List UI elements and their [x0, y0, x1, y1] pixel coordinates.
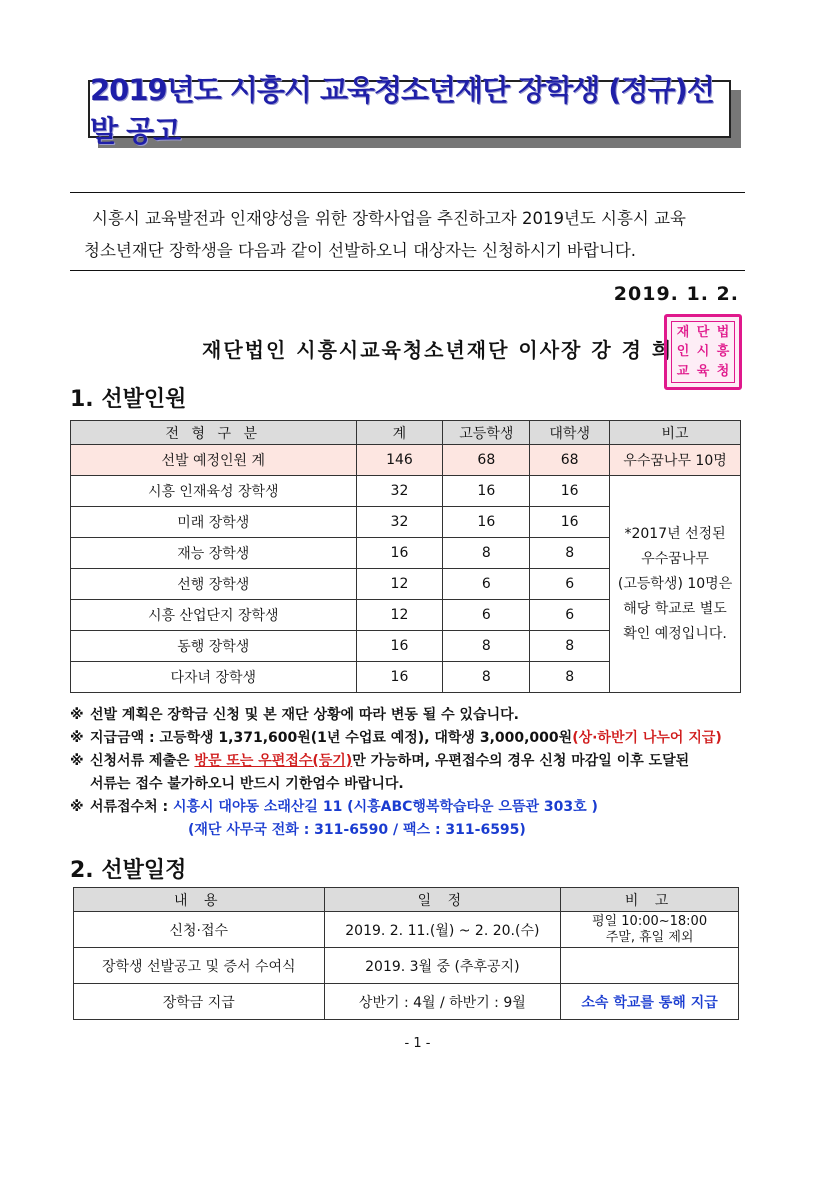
row-univ: 8	[530, 631, 610, 662]
row-univ: 8	[530, 662, 610, 693]
remark-line: *2017년 선정된	[624, 525, 726, 542]
row-univ: 16	[530, 476, 610, 507]
note-text: 서류는 접수 불가하오니 반드시 기한엄수 바랍니다.	[90, 776, 404, 792]
row-high: 6	[443, 569, 530, 600]
row-total: 16	[356, 631, 443, 662]
page-title: 2019년도 시흥시 교육청소년재단 장학생 (정규)선발 공고	[88, 80, 731, 138]
row-total: 16	[356, 662, 443, 693]
intro-paragraph	[84, 203, 744, 267]
table-row	[71, 476, 741, 507]
note-item	[70, 704, 770, 727]
note-item	[70, 750, 770, 773]
row-remark: 우수꿈나무 10명	[610, 445, 741, 476]
note-symbol: ※	[70, 799, 84, 815]
note-symbol: ※	[70, 753, 84, 769]
remark-line: 해당 학교로 별도	[623, 600, 727, 617]
note-highlight: (상·하반기 나누어 지급)	[572, 730, 722, 746]
header-high: 고등학생	[443, 421, 530, 445]
seal-char: 법	[716, 325, 730, 341]
remark-line: (고등학생) 10명은	[617, 575, 733, 592]
section-1-heading: 1. 선발인원	[70, 387, 187, 412]
note-item-continued	[70, 773, 770, 796]
row-name: 다자녀 장학생	[71, 662, 357, 693]
seal-char: 교	[676, 363, 690, 379]
row-name: 시흥 인재육성 장학생	[71, 476, 357, 507]
note-text: 만 가능하며, 우편접수의 경우 신청 마감일 이후 도달된	[352, 753, 690, 769]
row-high: 8	[443, 662, 530, 693]
row-high: 6	[443, 600, 530, 631]
intro-bottom-rule	[70, 270, 745, 271]
note-text: 서류접수처 :	[90, 799, 173, 815]
remark-note	[610, 476, 741, 693]
foundation-chair: 재단법인 시흥시교육청소년재단 이사장 강 경 희	[202, 338, 674, 362]
row-high: 8	[443, 631, 530, 662]
row-univ: 6	[530, 569, 610, 600]
title-banner	[88, 73, 743, 150]
row-univ: 6	[530, 600, 610, 631]
row-schedule: 상반기 : 4월 / 하반기 : 9월	[324, 984, 561, 1020]
row-name: 미래 장학생	[71, 507, 357, 538]
row-name: 동행 장학생	[71, 631, 357, 662]
intro-top-rule	[70, 192, 745, 193]
row-note: 소속 학교를 통해 지급	[561, 984, 739, 1020]
row-schedule: 2019. 3월 중 (추후공지)	[324, 948, 561, 984]
row-note	[561, 912, 739, 948]
note-item-continued	[70, 819, 770, 842]
table-row	[74, 948, 739, 984]
note-highlight: 방문 또는 우편접수(등기)	[194, 753, 353, 769]
header-total: 계	[356, 421, 443, 445]
seal-char: 육	[696, 363, 710, 379]
note-text: 선발 계획은 장학금 신청 및 본 재단 상황에 따라 변동 될 수 있습니다.	[90, 707, 519, 723]
header-univ: 대학생	[530, 421, 610, 445]
header-category: 전 형 구 분	[71, 421, 357, 445]
official-seal-stamp	[664, 314, 742, 390]
section-2-heading: 2. 선발일정	[70, 858, 187, 883]
header-remark: 비고	[610, 421, 741, 445]
header-schedule: 일 정	[324, 888, 561, 912]
row-high: 16	[443, 476, 530, 507]
row-total: 16	[356, 538, 443, 569]
remark-line: 확인 예정입니다.	[623, 625, 727, 642]
row-content: 장학생 선발공고 및 증서 수여식	[74, 948, 325, 984]
selection-quota-table	[70, 420, 741, 693]
row-name: 시흥 산업단지 장학생	[71, 600, 357, 631]
announcement-date: 2019. 1. 2.	[613, 283, 739, 305]
note-symbol: ※	[70, 707, 84, 723]
note-address: 시흥시 대야동 소래산길 11 (시흥ABC행복학습타운 으뜸관 303호 )	[172, 799, 598, 815]
seal-char: 인	[676, 344, 690, 360]
note-symbol: ※	[70, 730, 84, 746]
note-item	[70, 727, 770, 750]
selection-schedule-table	[73, 887, 739, 1020]
seal-char: 단	[696, 325, 710, 341]
seal-char: 흥	[716, 344, 730, 360]
note-item	[70, 796, 770, 819]
note-text: 지급금액 : 고등학생 1,371,600원(1년 수업료 예정), 대학생 3,000,000원	[90, 730, 573, 746]
row-content: 신청·접수	[74, 912, 325, 948]
table-header-row	[71, 421, 741, 445]
row-total: 32	[356, 476, 443, 507]
row-name: 선발 예정인원 계	[71, 445, 357, 476]
note-line: 주말, 휴일 제외	[605, 929, 694, 945]
header-note: 비 고	[561, 888, 739, 912]
row-univ: 16	[530, 507, 610, 538]
row-note	[561, 948, 739, 984]
page-number: - 1 -	[404, 1036, 431, 1051]
header-content: 내 용	[74, 888, 325, 912]
row-total: 32	[356, 507, 443, 538]
table-header-row	[74, 888, 739, 912]
row-univ: 8	[530, 538, 610, 569]
row-name: 재능 장학생	[71, 538, 357, 569]
note-contact: (재단 사무국 전화 : 311-6590 / 팩스 : 311-6595)	[188, 822, 526, 838]
seal-char: 청	[716, 363, 730, 379]
table-row	[74, 912, 739, 948]
row-total: 12	[356, 569, 443, 600]
row-univ: 68	[530, 445, 610, 476]
row-total: 146	[356, 445, 443, 476]
intro-line-1: 시흥시 교육발전과 인재양성을 위한 장학사업을 추진하고자 2019년도 시흥시 교육	[92, 209, 686, 228]
table-row	[74, 984, 739, 1020]
row-high: 68	[443, 445, 530, 476]
intro-line-2: 청소년재단 장학생을 다음과 같이 선발하오니 대상자는 신청하시기 바랍니다.	[84, 241, 637, 260]
notes-block	[70, 704, 770, 842]
seal-text	[673, 323, 733, 381]
row-total: 12	[356, 600, 443, 631]
row-name: 선행 장학생	[71, 569, 357, 600]
row-schedule: 2019. 2. 11.(월) ~ 2. 20.(수)	[324, 912, 561, 948]
row-high: 8	[443, 538, 530, 569]
remark-line: 우수꿈나무	[641, 550, 709, 567]
note-text: 신청서류 제출은	[90, 753, 195, 769]
seal-char: 시	[696, 344, 710, 360]
seal-char: 재	[676, 325, 690, 341]
note-line: 평일 10:00~18:00	[592, 913, 708, 929]
table-row	[71, 445, 741, 476]
row-high: 16	[443, 507, 530, 538]
row-content: 장학금 지급	[74, 984, 325, 1020]
